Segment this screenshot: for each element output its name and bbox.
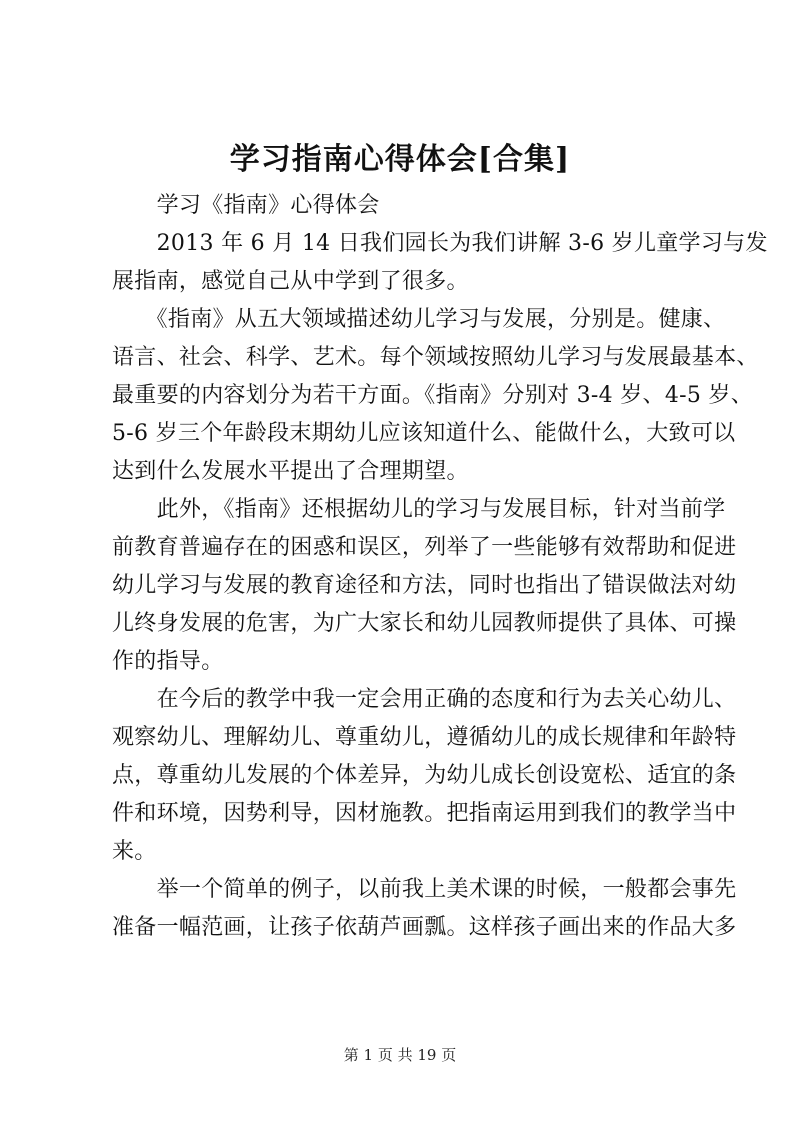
body-paragraph-1 <box>112 187 712 225</box>
body-line-16: 点，尊重幼儿发展的个体差异，为幼儿成长创设宽松、适宜的条 <box>112 763 737 788</box>
body-line-13: 作的指导。 <box>112 649 224 674</box>
body-line-9: 此外，《指南》还根据幼儿的学习与发展目标，针对当前学 <box>112 497 726 522</box>
body-line-3: 展指南，感觉自己从中学到了很多。 <box>112 269 469 294</box>
body-line-7: 5-6 岁三个年龄段末期幼儿应该知道什么、能做什么，大致可以 <box>112 421 736 446</box>
body-line-2: 2013 年 6 月 14 日我们园长为我们讲解 3-6 岁儿童学习与发 <box>112 231 768 256</box>
body-line-19: 举一个简单的例子，以前我上美术课的时候，一般都会事先 <box>112 877 737 902</box>
body-line-10: 前教育普遍存在的困惑和误区，列举了一些能够有效帮助和促进 <box>112 535 737 560</box>
body-line-4: 《指南》从五大领域描述幼儿学习与发展，分别是。健康、 <box>112 307 726 332</box>
body-line-5: 语言、社会、科学、艺术。每个领域按照幼儿学习与发展最基本、 <box>112 345 759 370</box>
body-line-18: 来。 <box>112 839 157 864</box>
body-line-8: 达到什么发展水平提出了合理期望。 <box>112 459 469 484</box>
page-footer: 第 1 页 共 19 页 <box>343 1046 457 1064</box>
body-line-6: 最重要的内容划分为若干方面。《指南》分别对 3-4 岁、4-5 岁、 <box>112 383 754 408</box>
body-paragraph-6 <box>112 871 737 947</box>
body-paragraph-3 <box>112 301 759 491</box>
body-line-20: 准备一幅范画，让孩子依葫芦画瓢。这样孩子画出来的作品大多 <box>112 915 737 940</box>
document-title: 学习指南心得体会[合集] <box>229 142 571 177</box>
body-line-11: 幼儿学习与发展的教育途径和方法，同时也指出了错误做法对幼 <box>112 573 737 598</box>
body-line-1: 学习《指南》心得体会 <box>112 193 380 218</box>
body-line-12: 儿终身发展的危害，为广大家长和幼儿园教师提供了具体、可操 <box>112 611 737 636</box>
body-paragraph-2 <box>112 225 768 301</box>
body-line-15: 观察幼儿、理解幼儿、尊重幼儿，遵循幼儿的成长规律和年龄特 <box>112 725 737 750</box>
body-line-17: 件和环境，因势利导，因材施教。把指南运用到我们的教学当中 <box>112 801 737 826</box>
body-paragraph-5 <box>112 681 737 871</box>
body-line-14: 在今后的教学中我一定会用正确的态度和行为去关心幼儿、 <box>112 687 737 712</box>
document-body <box>112 187 768 947</box>
body-paragraph-4 <box>112 491 737 681</box>
